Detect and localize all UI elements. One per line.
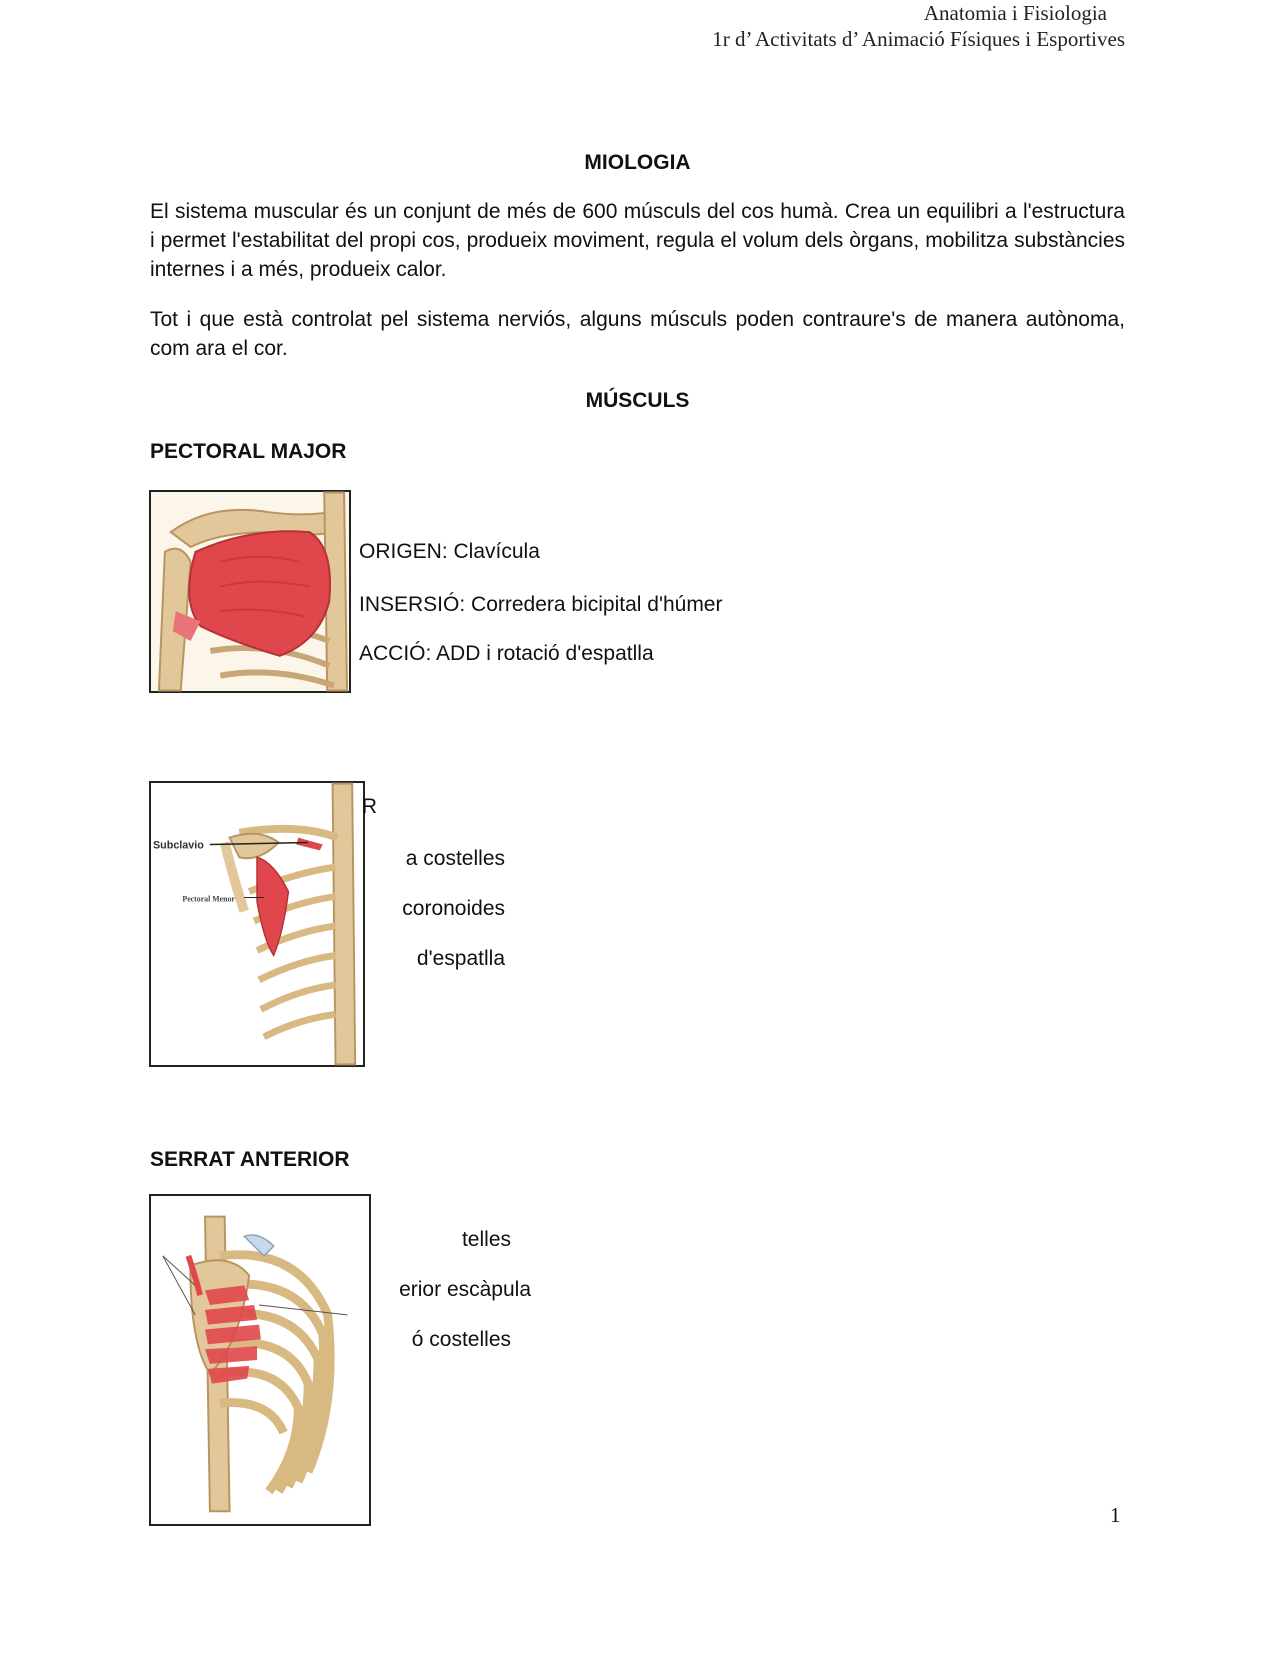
section-title-muscles: MÚSCULS	[585, 389, 690, 412]
intro-paragraph-1: El sistema muscular és un conjunt de més de 600 músculs del cos humà. Crea un equilibri a l'estructura i permet l'estabilitat del propi cos, produeix moviment, regula el volum dels òrgans, mobilitza substàncies internes i a més, produeix calor.	[150, 200, 1125, 281]
pectoral-major-figure	[149, 490, 351, 693]
pectoral-minor-heading-fragment: R	[361, 795, 377, 818]
serrat-anterior-insertion-fragment: erior escàpula	[399, 1278, 531, 1301]
serrat-anterior-origin-fragment: telles	[461, 1228, 511, 1251]
pectoral-minor-insertion-fragment: coronoides	[402, 897, 505, 920]
page-number: 1	[1110, 1503, 1121, 1527]
muscle-heading-pectoral-major: PECTORAL MAJOR	[150, 440, 347, 463]
pectoral-major-illustration	[151, 492, 349, 691]
serrat-anterior-action-line	[371, 1328, 511, 1354]
pectoral-minor-action-line	[365, 947, 505, 973]
intro-paragraph-2: Tot i que està controlat pel sistema nerviós, alguns músculs poden contraure's de manera autònoma, com ara el cor.	[150, 308, 1125, 360]
pectoral-major-action: ACCIÓ: ADD i rotació d'espatlla	[359, 642, 654, 665]
header-course: 1r d’ Activitats d’ Animació Físiques i Esportives	[712, 27, 1125, 51]
header-subject: Anatomia i Fisiologia	[923, 1, 1107, 25]
pectoral-minor-hidden-heading	[361, 795, 377, 819]
serrat-anterior-action-fragment: ó costelles	[411, 1328, 511, 1351]
serrat-anterior-figure	[149, 1194, 371, 1526]
serrat-anterior-insertion-line	[371, 1278, 531, 1304]
subclavio-label: Subclavio	[152, 839, 204, 852]
serrat-anterior-illustration	[151, 1196, 369, 1524]
pectoral-minor-origin-line	[365, 847, 505, 873]
pectoral-minor-action-fragment: d'espatlla	[416, 947, 505, 970]
serrat-anterior-origin-line	[371, 1228, 511, 1254]
pectoral-minor-figure	[149, 781, 365, 1067]
pectoral-major-insertion: INSERSIÓ: Corredera bicipital d'húmer	[359, 593, 723, 616]
pectoral-menor-label: Pectoral Menor	[182, 894, 235, 904]
pectoral-minor-illustration	[151, 783, 363, 1065]
page-header	[712, 0, 1125, 52]
pectoral-minor-origin-fragment: a costelles	[405, 847, 505, 870]
pectoral-minor-insertion-line	[365, 897, 505, 923]
document-title: MIOLOGIA	[584, 151, 691, 174]
pectoral-major-origin: ORIGEN: Clavícula	[359, 540, 540, 563]
muscle-heading-serrat-anterior: SERRAT ANTERIOR	[150, 1148, 350, 1171]
